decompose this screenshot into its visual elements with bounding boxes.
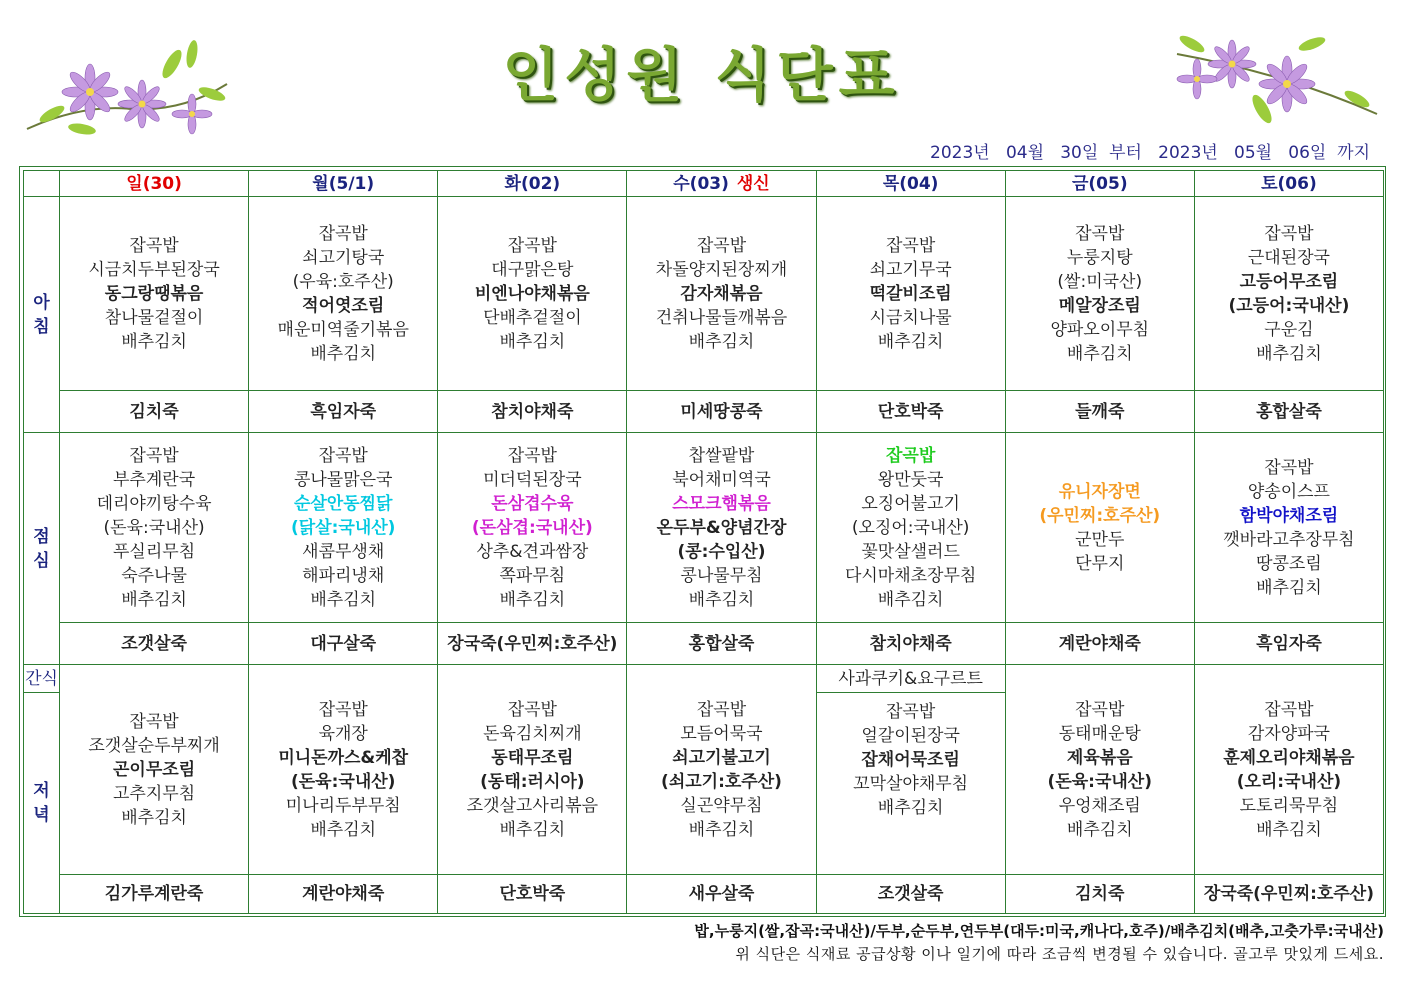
- menu-item: (우육:호주산): [292, 271, 394, 292]
- menu-item: 배추김치: [499, 589, 566, 610]
- menu-cell: [438, 197, 627, 391]
- day-name: 화: [504, 173, 521, 194]
- lunch-row: [24, 433, 1384, 623]
- menu-item: (동태:러시아): [480, 771, 585, 792]
- day-date: (06): [1277, 173, 1317, 194]
- porridge-cell: 흑임자죽: [1194, 623, 1383, 665]
- menu-item: 배추김치: [877, 797, 944, 818]
- menu-item: 배추김치: [499, 819, 566, 840]
- menu-item: 배추김치: [688, 331, 755, 352]
- menu-item: 푸실리무침: [113, 541, 196, 562]
- menu-item: 잡곡밥: [318, 699, 368, 720]
- porridge-cell: 들깨죽: [1005, 391, 1194, 433]
- menu-item: 잡곡밥: [885, 701, 936, 722]
- menu-item: 배추김치: [688, 819, 755, 840]
- menu-item: 얼갈이된장국: [861, 725, 960, 746]
- menu-item: (돈육:국내산): [103, 517, 205, 538]
- porridge-cell: 장국죽(우민찌:호주산): [1194, 875, 1383, 914]
- birthday-badge: 생신: [736, 173, 770, 194]
- porridge-cell: 조갯살죽: [816, 875, 1005, 914]
- menu-item: 잡곡밥: [885, 445, 936, 466]
- corner-cell: [24, 171, 60, 197]
- breakfast-porridge-row: [24, 391, 1384, 433]
- menu-item: (돈육:국내산): [290, 771, 396, 792]
- day-name: 수: [673, 173, 690, 194]
- porridge-cell: 김치죽: [60, 391, 249, 433]
- menu-item: 육개장: [318, 723, 368, 744]
- menu-item: 배추김치: [121, 331, 187, 352]
- menu-item: 참나물겉절이: [104, 307, 204, 328]
- menu-cell: [1194, 197, 1383, 391]
- menu-item: 쇠고기불고기: [672, 747, 771, 768]
- menu-item: 배추김치: [121, 589, 187, 610]
- menu-cell: [1005, 433, 1194, 623]
- porridge-cell: 장국죽(우민찌:호주산): [438, 623, 627, 665]
- menu-item: 잡곡밥: [129, 235, 179, 256]
- porridge-cell: 조갯살죽: [60, 623, 249, 665]
- menu-item: 동그랑땡볶음: [104, 283, 204, 304]
- menu-cell: [816, 693, 1005, 875]
- snack-label: 간식: [24, 665, 60, 693]
- menu-cell: [1005, 665, 1194, 875]
- menu-cell: [1194, 433, 1383, 623]
- menu-item: 새콤무생채: [302, 541, 385, 562]
- menu-cell: [60, 433, 249, 623]
- porridge-cell: 흑임자죽: [249, 391, 438, 433]
- menu-item: 잡곡밥: [507, 445, 557, 466]
- menu-item: (오징어:국내산): [851, 517, 970, 538]
- menu-item: 잡채어묵조림: [861, 749, 960, 770]
- menu-item: 모듬어묵국: [680, 723, 763, 744]
- menu-item: 잡곡밥: [129, 711, 179, 732]
- porridge-cell: 김치죽: [1005, 875, 1194, 914]
- meal-label-char: 침: [33, 316, 50, 337]
- menu-item: 콩나물맑은국: [293, 469, 393, 490]
- menu-item: 순살안동찜닭: [293, 493, 393, 514]
- menu-item: 땅콩조림: [1256, 553, 1322, 574]
- menu-item: 곤이무조림: [113, 759, 196, 780]
- menu-item: 시금치나물: [869, 307, 952, 328]
- menu-item: 꼬막살야채무침: [853, 773, 969, 794]
- menu-cell: [627, 665, 816, 875]
- menu-item: 배추김치: [1256, 577, 1322, 598]
- day-name: 토: [1261, 173, 1278, 194]
- porridge-cell: 참치야채죽: [816, 623, 1005, 665]
- day-header-fri: [1005, 171, 1194, 197]
- day-date: (04): [899, 173, 939, 194]
- menu-item: 단무지: [1075, 553, 1125, 574]
- menu-item: 유니자장면: [1058, 481, 1141, 502]
- menu-cell: [1194, 665, 1383, 875]
- menu-item: 잡곡밥: [507, 699, 557, 720]
- menu-item: 군만두: [1075, 529, 1125, 550]
- porridge-cell: 김가루계란죽: [60, 875, 249, 914]
- menu-item: (고등어:국내산): [1228, 295, 1350, 316]
- day-name: 목: [882, 173, 900, 194]
- menu-cell: [249, 197, 438, 391]
- menu-item: 잡곡밥: [129, 445, 179, 466]
- menu-cell: [249, 665, 438, 875]
- date-range: 2023년 04월 30일 부터 2023년 05월 06일 까지: [930, 143, 1370, 163]
- menu-item: 오징어불고기: [861, 493, 960, 514]
- menu-item: 구운김: [1264, 319, 1314, 340]
- menu-item: 쪽파무침: [499, 565, 566, 586]
- menu-item: 돈육김치찌개: [483, 723, 582, 744]
- menu-cell: [438, 665, 627, 875]
- menu-item: 실곤약무침: [680, 795, 763, 816]
- menu-item: 배추김치: [310, 819, 377, 840]
- menu-item: 상추&견과쌈장: [476, 541, 589, 562]
- menu-cell: [1005, 197, 1194, 391]
- menu-item: 배추김치: [310, 343, 377, 364]
- day-header-thu: [816, 171, 1005, 197]
- dinner-porridge-row: [24, 875, 1384, 914]
- menu-item: 도토리묵무침: [1239, 795, 1339, 816]
- lunch-porridge-row: [24, 623, 1384, 665]
- menu-cell: [627, 197, 816, 391]
- menu-item: 미더덕된장국: [483, 469, 582, 490]
- menu-cell: [249, 433, 438, 623]
- snack-row: [24, 665, 1384, 693]
- menu-cell: [816, 197, 1005, 391]
- menu-item: 배추김치: [1066, 819, 1133, 840]
- menu-item: 잡곡밥: [1075, 223, 1125, 244]
- porridge-cell: 단호박죽: [438, 875, 627, 914]
- menu-item: 동태무조림: [491, 747, 574, 768]
- menu-item: 북어채미역국: [672, 469, 771, 490]
- menu-item: 대구맑은탕: [491, 259, 574, 280]
- menu-item: 찹쌀팥밥: [688, 445, 755, 466]
- menu-item: 잡곡밥: [696, 235, 747, 256]
- meal-label-char: 심: [33, 550, 50, 571]
- menu-item: (콩:수입산): [677, 541, 766, 562]
- menu-item: 양송이스프: [1247, 481, 1330, 502]
- menu-item: 온두부&양념간장: [656, 517, 787, 538]
- menu-item: (우민찌:호주산): [1039, 505, 1161, 526]
- porridge-cell: 계란야채죽: [1005, 623, 1194, 665]
- menu-cell: [627, 433, 816, 623]
- menu-cell: [816, 433, 1005, 623]
- menu-item: 누룽지탕: [1066, 247, 1133, 268]
- menu-item: 우엉채조림: [1058, 795, 1141, 816]
- day-header-mon: [249, 171, 438, 197]
- menu-item: (쌀:미국산): [1057, 271, 1143, 292]
- menu-item: 조갯살고사리볶음: [466, 795, 599, 816]
- flower-left-icon: [22, 34, 232, 144]
- menu-item: 잡곡밥: [696, 699, 747, 720]
- spacer: [817, 820, 1005, 868]
- menu-item: (쇠고기:호주산): [661, 771, 782, 792]
- menu-item: 데리야끼탕수육: [96, 493, 212, 514]
- menu-item: (오리:국내산): [1236, 771, 1342, 792]
- day-date: (03): [689, 173, 729, 194]
- menu-item: 미니돈까스&케찹: [278, 747, 409, 768]
- menu-item: 콩나물무침: [680, 565, 763, 586]
- day-date: (5/1): [328, 173, 375, 194]
- porridge-cell: 대구살죽: [249, 623, 438, 665]
- menu-item: 스모크햄볶음: [672, 493, 771, 514]
- menu-item: 잡곡밥: [1264, 457, 1314, 478]
- menu-item: 제육볶음: [1066, 747, 1133, 768]
- menu-item: 적어엿조림: [302, 295, 385, 316]
- menu-item: 조갯살순두부찌개: [88, 735, 220, 756]
- day-date: (05): [1088, 173, 1128, 194]
- meal-label-char: 점: [33, 526, 50, 547]
- menu-item: 잡곡밥: [1264, 223, 1314, 244]
- porridge-cell: 홍합살죽: [627, 623, 816, 665]
- menu-item: 양파오이무침: [1050, 319, 1150, 340]
- day-name: 월: [312, 173, 329, 194]
- menu-item: 깻바라고추장무침: [1223, 529, 1355, 550]
- meal-label-char: 아: [33, 292, 50, 313]
- day-name: 일: [126, 173, 143, 194]
- menu-item: 부추계란국: [113, 469, 196, 490]
- lunch-label: [24, 433, 60, 665]
- menu-item: 배추김치: [688, 589, 755, 610]
- origin-notice: 밥,누룽지(쌀,잡곡:국내산)/두부,순두부,연두부(대두:미국,캐나다,호주)/배추김치(배추,고춧가루:국내산): [694, 922, 1384, 940]
- menu-item: 배추김치: [1066, 343, 1133, 364]
- menu-item: 숙주나물: [121, 565, 187, 586]
- menu-item: (돈삼겹:국내산): [471, 517, 593, 538]
- menu-item: 고추지무침: [113, 783, 196, 804]
- menu-item: 감자채볶음: [680, 283, 763, 304]
- day-date: (02): [520, 173, 561, 194]
- menu-item: 쇠고기탕국: [302, 247, 385, 268]
- porridge-cell: 새우살죽: [627, 875, 816, 914]
- porridge-cell: 미세땅콩죽: [627, 391, 816, 433]
- menu-item: 근대된장국: [1247, 247, 1330, 268]
- menu-item: 함박야채조림: [1239, 505, 1339, 526]
- menu-item: 잡곡밥: [318, 223, 368, 244]
- menu-item: 잡곡밥: [318, 445, 368, 466]
- menu-cell: [60, 665, 249, 875]
- menu-item: (돈육:국내산): [1047, 771, 1152, 792]
- meal-label-char: 저: [33, 781, 50, 801]
- change-notice: 위 식단은 식재료 공급상황 이나 일기에 따라 조금씩 변경될 수 있습니다. 골고루 맛있게 드세요.: [735, 945, 1384, 963]
- menu-item: 잡곡밥: [1264, 699, 1314, 720]
- dinner-label: [24, 693, 60, 914]
- menu-item: 왕만둣국: [877, 469, 944, 490]
- menu-item: 매운미역줄기볶음: [277, 319, 409, 340]
- flower-right-icon: [1172, 24, 1382, 134]
- menu-cell: [60, 197, 249, 391]
- menu-item: 잡곡밥: [507, 235, 557, 256]
- menu-item: 감자양파국: [1247, 723, 1330, 744]
- breakfast-row: [24, 197, 1384, 391]
- menu-item: 배추김치: [1256, 343, 1322, 364]
- menu-item: 미나리두부무침: [285, 795, 401, 816]
- menu-item: 해파리냉채: [302, 565, 385, 586]
- menu-item: 배추김치: [877, 589, 944, 610]
- menu-item: 배추김치: [121, 807, 187, 828]
- menu-item: 배추김치: [877, 331, 944, 352]
- day-date: (30): [142, 173, 182, 194]
- menu-item: 잡곡밥: [1075, 699, 1125, 720]
- menu-table: [23, 170, 1384, 914]
- snack-item: 사과쿠키&요구르트: [816, 665, 1005, 693]
- day-header-tue: [438, 171, 627, 197]
- menu-item: 고등어무조림: [1239, 271, 1339, 292]
- day-name: 금: [1071, 173, 1089, 194]
- meal-label-char: 녁: [33, 805, 50, 825]
- menu-item: 돈삼겹수육: [491, 493, 574, 514]
- menu-item: 잡곡밥: [885, 235, 936, 256]
- menu-item: 배추김치: [499, 331, 566, 352]
- day-header-sat: [1194, 171, 1383, 197]
- menu-item: 다시마채초장무침: [844, 565, 977, 586]
- porridge-cell: 홍합살죽: [1194, 391, 1383, 433]
- menu-item: 쇠고기무국: [869, 259, 952, 280]
- menu-item: 시금치두부된장국: [88, 259, 220, 280]
- page-title: 인성원 식단표: [502, 41, 901, 109]
- porridge-cell: 단호박죽: [816, 391, 1005, 433]
- day-header-wed: [627, 171, 816, 197]
- porridge-cell: 계란야채죽: [249, 875, 438, 914]
- menu-item: 건취나물들깨볶음: [655, 307, 788, 328]
- menu-item: 떡갈비조림: [869, 283, 952, 304]
- menu-item: 꽃맛살샐러드: [861, 541, 960, 562]
- menu-item: 훈제오리야채볶음: [1223, 747, 1355, 768]
- menu-item: 동태매운탕: [1058, 723, 1141, 744]
- menu-item: 배추김치: [1256, 819, 1322, 840]
- menu-item: 메알장조림: [1058, 295, 1141, 316]
- breakfast-label: [24, 197, 60, 433]
- menu-item: (닭살:국내산): [290, 517, 396, 538]
- menu-item: 배추김치: [310, 589, 377, 610]
- menu-item: 비엔나야채볶음: [474, 283, 590, 304]
- porridge-cell: 참치야채죽: [438, 391, 627, 433]
- day-header-row: [24, 171, 1384, 197]
- day-header-sun: [60, 171, 249, 197]
- menu-item: 단배추겉절이: [483, 307, 582, 328]
- menu-item: 차돌양지된장찌개: [655, 259, 788, 280]
- menu-cell: [438, 433, 627, 623]
